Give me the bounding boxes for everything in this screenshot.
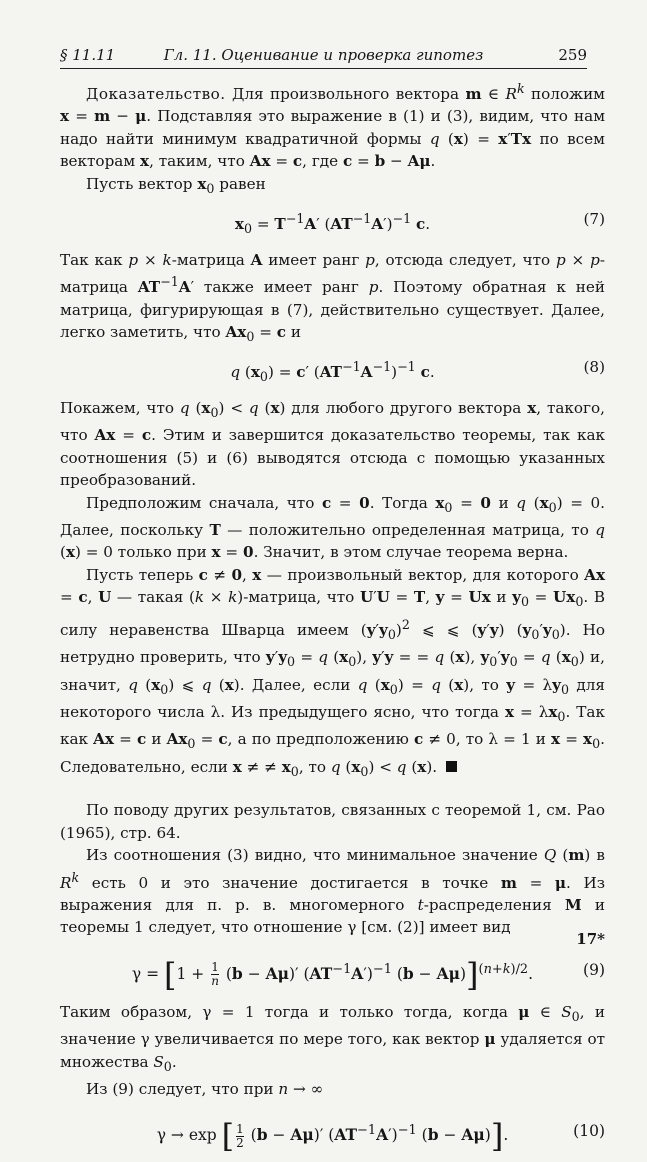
equation-number: (7) xyxy=(583,210,605,229)
paragraph: Так как p × k-матрица A имеет ранг p, отсюда следует, что p × p-матрица $AT^{-1}A'$ также имеет ранг p. Поэтому обратная к ней матрица, фигурирующая в (7), действительно существует. Далее, легко заметить, что $Ax_0 = c$ и xyxy=(60,250,605,344)
equation-number: (8) xyxy=(583,358,605,377)
paragraph: Из соотношения (3) видно, что минимальное значение Q (m) в $R^k$ есть 0 и это значение достигается в точке m = μ. Из выражения для п. р. в. многомерного t-распределения M и теоремы 1 следует, что отношение γ [см. (2)] имеет вид xyxy=(60,846,605,937)
paragraph: Пусть вектор $x_0$ равен xyxy=(86,174,266,196)
paragraph: Из (9) следует, что при n → ∞ xyxy=(86,1080,324,1099)
signature-mark: 17* xyxy=(576,930,605,948)
proof-paragraph: Доказательство. Для произвольного вектора m ∈ $R^k$ положим x = m − μ. Подставляя это выражение в (1) и (3), видим, что нам надо найти минимум квадратичной формы q (x) = x′Tx по всем векторам x, таким, что Ax = c, где c = b − Aμ. xyxy=(60,81,606,171)
running-header xyxy=(60,44,587,69)
equation-7: $x_0 = T^{-1}A'$ $(AT^{-1}A')^{-1}$ c. (7) xyxy=(234,210,605,237)
paragraph: Покажем, что q $(x_0) < q$ (x) для любого другого вектора x, такого, что Ax = c. Этим и завершится доказательство теоремы, так как соотношения (5) и (6) выводятся отсюда с помощью указанных преобразований. xyxy=(60,398,605,490)
equation-number: (9) xyxy=(583,960,605,979)
paragraph: Таким образом, γ = 1 тогда и только тогда, когда μ ∈ $S_0$, и значение γ увеличивается по мере того, как вектор μ удаляется от множества $S_0$. xyxy=(60,1002,606,1074)
paragraph: Предположим сначала, что c = 0. Тогда $x_0 = 0$ и q $(x_0) = 0$. Далее, поскольку T — положительно определенная матрица, то q (x) = 0 только при x = 0. Значит, в этом случае теорема верна. xyxy=(60,493,606,562)
main-text xyxy=(60,78,605,1162)
paragraph: Пусть теперь c ≠ 0, x — произвольный вектор, для которого Ax = c, U — такая (k × k)-матрица, что U′U = T, y = Ux и $y_0 = Ux_0$. В силу неравенства Шварца имеем $(y'y_0)^2$ ⩽ ⩽ (y′y) $(y_0'y_0)$. Но нетрудно проверить, что $y'y_0 = q$ $(x_0)$, y′y = = q (x), $y_0'y_0 = q$ $(x_0)$ и, значит, q $(x_0)$ ⩽ q (x). Далее, если q $(x_0) = q$ (x), то $y = \lambda y_0$ для некоторого числа λ. Из предыдущего ясно, что тогда $x = \lambda x_0$. Так как Ax = c и $Ax_0 = c$, а по предположению c ≠ 0, то λ = 1 и $x = x_0$. Следовательно, если x ≠ ≠ $x_0$, то q $(x_0) < q$ (x). xyxy=(60,565,606,779)
equation-9: γ = [1 + $\frac{1}{n}$ (b − Aμ)′ $(AT^{-1}A')^{-1}$ (b − Aμ)]$^{(n+k)/2}$. (9) xyxy=(60,947,605,993)
section-label: § 11.11 xyxy=(60,46,116,64)
qed-mark xyxy=(446,761,457,772)
chapter-title: Гл. 11. Оценивание и проверка гипотез xyxy=(163,46,484,64)
page-number: 259 xyxy=(558,46,587,64)
equation-number: (10) xyxy=(573,1122,605,1141)
equation-10: γ → exp [ $\frac{1}{2}$ (b − Aμ)′ $(AT^{-1}A')^{-1}$ (b − Aμ)]. (10) xyxy=(60,1108,605,1154)
paragraph: По поводу других результатов, связанных с теоремой 1, см. Рао (1965), стр. 64. xyxy=(60,801,605,842)
equation-8: q $(x_0) = c'$ $(AT^{-1}A^{-1})^{-1}$ c. (8) xyxy=(230,358,605,385)
